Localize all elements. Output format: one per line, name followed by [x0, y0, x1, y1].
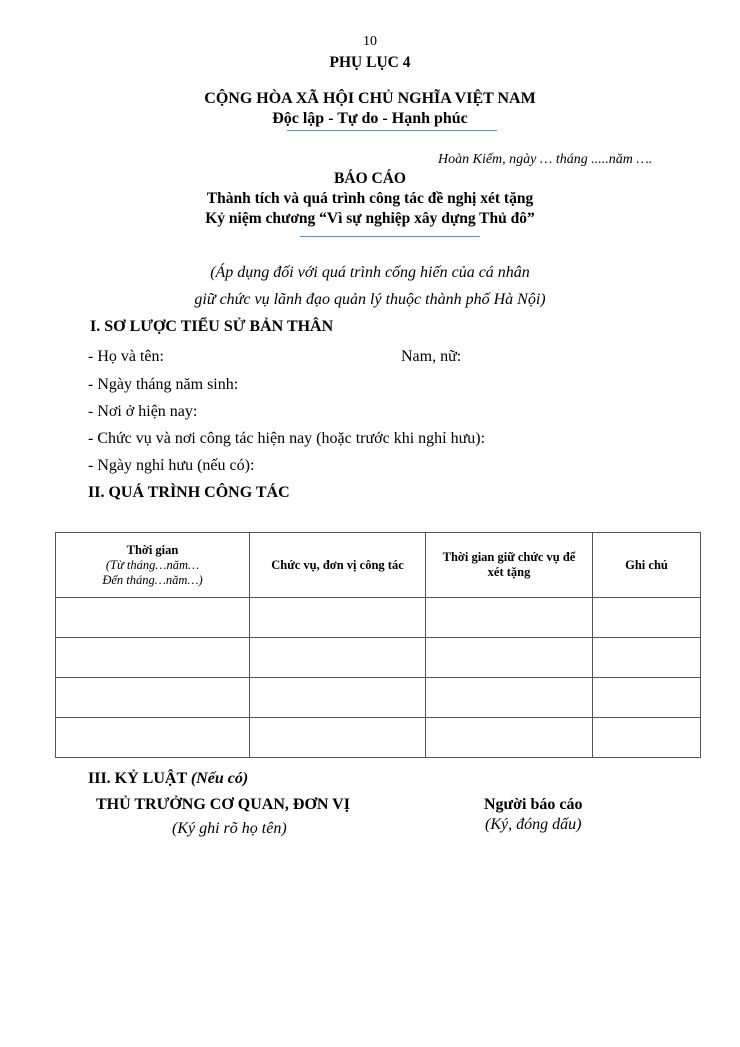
table-cell[interactable] — [593, 678, 701, 718]
field-gender: Nam, nữ: — [401, 348, 462, 365]
table-cell[interactable] — [250, 638, 426, 678]
page-number: 10 — [363, 34, 377, 49]
table-header-row — [56, 533, 701, 598]
section3-heading-note: (Nếu có) — [190, 770, 249, 787]
table-cell[interactable] — [250, 678, 426, 718]
table-cell[interactable] — [593, 718, 701, 758]
header-time — [56, 533, 250, 598]
header-position-duration — [426, 533, 593, 598]
national-title: CỘNG HÒA XÃ HỘI CHỦ NGHĨA VIỆT NAM — [204, 90, 536, 107]
title-underline — [300, 236, 480, 237]
header-time-title: Thời gian — [126, 542, 179, 557]
applicability-line1: (Áp dụng đối với quá trình cống hiến của cá nhân — [210, 264, 530, 281]
table-row — [56, 718, 701, 758]
motto: Độc lập - Tự do - Hạnh phúc — [272, 110, 468, 127]
field-position: - Chức vụ và nơi công tác hiện nay (hoặc trước khi nghỉ hưu): — [88, 430, 486, 447]
table-cell[interactable] — [426, 678, 593, 718]
section3-heading-text: III. KỶ LUẬT — [88, 770, 187, 787]
table-cell[interactable] — [426, 598, 593, 638]
table-cell[interactable] — [426, 638, 593, 678]
table-row — [56, 598, 701, 638]
table-cell[interactable] — [56, 598, 250, 638]
applicability-line2: giữ chức vụ lãnh đạo quản lý thuộc thành phố Hà Nội) — [194, 291, 546, 308]
header-notes: Ghi chú — [593, 533, 701, 598]
report-title: BÁO CÁO — [334, 170, 406, 187]
table-cell[interactable] — [593, 598, 701, 638]
section2-heading: II. QUÁ TRÌNH CÔNG TÁC — [88, 484, 290, 501]
table-row — [56, 638, 701, 678]
table-cell[interactable] — [426, 718, 593, 758]
header-time-to: Đến tháng…năm…) — [102, 572, 203, 587]
section1-heading: I. SƠ LƯỢC TIỂU SỬ BẢN THÂN — [90, 318, 334, 335]
header-position: Chức vụ, đơn vị công tác — [250, 533, 426, 598]
appendix-label: PHỤ LỤC 4 — [329, 54, 411, 71]
place-date: Hoàn Kiếm, ngày … tháng .....năm …. — [438, 152, 653, 167]
field-retirement: - Ngày nghỉ hưu (nếu có): — [88, 457, 255, 474]
report-subtitle-line1: Thành tích và quá trình công tác đề nghị xét tặng — [206, 190, 534, 207]
table-cell[interactable] — [56, 638, 250, 678]
table-cell[interactable] — [250, 718, 426, 758]
header-time-from: (Từ tháng…năm… — [105, 557, 200, 572]
field-birth: - Ngày tháng năm sinh: — [88, 376, 239, 393]
table-row — [56, 678, 701, 718]
signature-left-title: THỦ TRƯỞNG CƠ QUAN, ĐƠN VỊ — [96, 796, 350, 813]
field-name: - Họ và tên: — [88, 348, 164, 365]
table-cell[interactable] — [56, 678, 250, 718]
work-process-table — [55, 532, 701, 758]
signature-right-title: Người báo cáo — [484, 796, 583, 813]
table-cell[interactable] — [56, 718, 250, 758]
signature-right-note: (Ký, đóng dấu) — [485, 816, 582, 833]
header-duration-line1: Thời gian giữ chức vụ để — [442, 550, 576, 564]
table-cell[interactable] — [250, 598, 426, 638]
signature-left-note: (Ký ghi rõ họ tên) — [172, 820, 287, 837]
motto-underline — [287, 130, 497, 131]
section3-heading — [88, 770, 248, 788]
table-cell[interactable] — [593, 638, 701, 678]
field-residence: - Nơi ở hiện nay: — [88, 403, 198, 420]
header-duration-line2: xét tặng — [487, 565, 531, 579]
report-subtitle-line2: Kỷ niệm chương “Vì sự nghiệp xây dựng Thủ đô” — [205, 210, 535, 227]
